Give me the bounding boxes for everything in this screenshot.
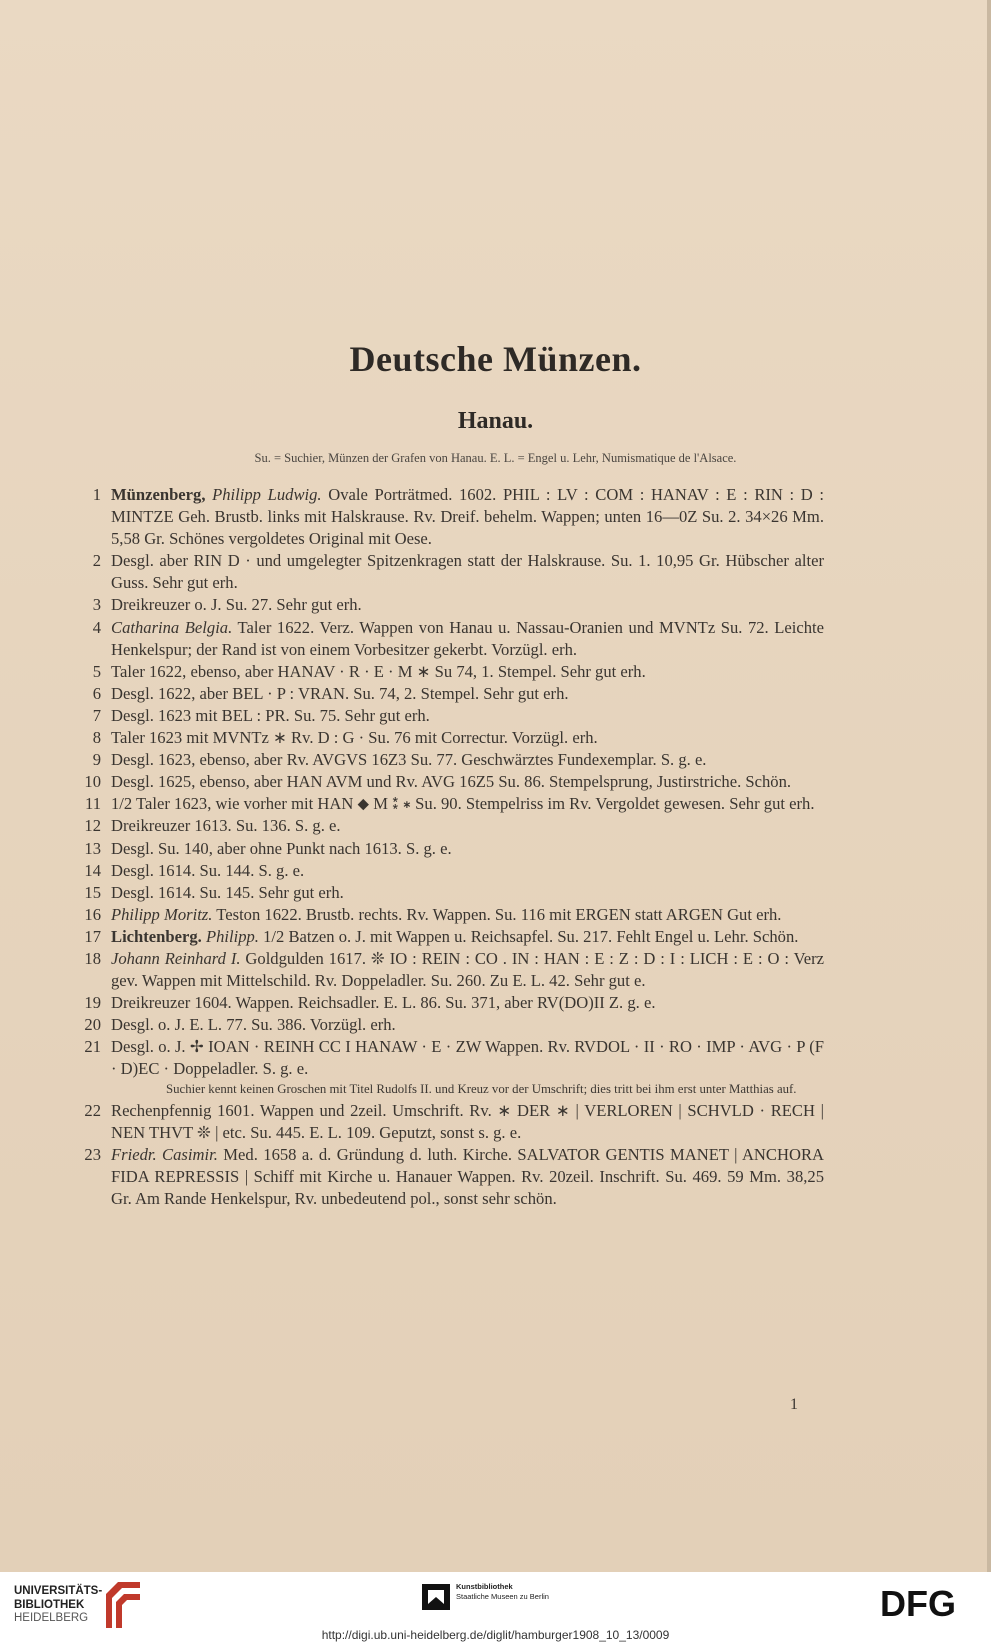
entry-number: 11 [85,794,101,814]
catalogue-entry [76,727,824,749]
entry-number: 13 [84,838,101,858]
catalogue-entry [76,1100,824,1144]
catalogue-entry [76,904,824,926]
entry-number: 19 [84,993,101,1013]
entry-text: 1/2 Taler 1623, wie vorher mit HAN ⬥ M ⁑ ∗ Su. 90. Stempelriss im Rv. Vergoldet gewesen. Sehr gut erh. [111,794,815,814]
catalogue-entry [76,838,824,860]
entry-footnote: Suchier kennt keinen Groschen mit Titel Rudolfs II. und Kreuz vor der Umschrift; dies tritt bei ihm erst unter Matthias auf. [166,1081,797,1096]
entry-number: 3 [92,595,101,615]
uni-line3: HEIDELBERG [14,1612,89,1624]
kunstbibliothek-text [456,1582,549,1602]
entry-text: Desgl. aber RIN D · und umgelegter Spitzenkragen statt der Halskrause. Su. 1. 10,95 Gr. Hübscher alter Guss. Sehr gut erh. [111,551,824,593]
entry-number: 5 [92,661,101,681]
entry-text: Desgl. Su. 140, aber ohne Punkt nach 1613. S. g. e. [111,838,452,858]
page-edge [987,0,991,1572]
catalogue-entry [76,705,824,727]
entry-text: Desgl. 1614. Su. 145. Sehr gut erh. [111,882,344,902]
entry-number: 22 [84,1100,101,1120]
abbreviation-note: Su. = Suchier, Münzen der Grafen von Hanau. E. L. = Engel u. Lehr, Numismatique de l'Alsace. [254,451,737,465]
entry-text: Desgl. o. J. ✢ IOAN · REINH CC I HANAW · E · ZW Wappen. Rv. RVDOL · II · RO · IMP · AVG · P (F · D)EC · Doppeladler. S. g. e. [111,1037,824,1079]
entry-place: Lichtenberg. [111,926,202,946]
entry-number: 17 [84,926,101,946]
footer-bar [0,1572,991,1646]
entry-number: 1 [92,485,101,504]
dfg-logo[interactable] [880,1586,976,1620]
entry-text: Desgl. 1625, ebenso, aber HAN AVM und Rv. AVG 16Z5 Su. 86. Stempelsprung, Justirstriche. Schön. [111,772,792,792]
entry-text: Dreikreuzer 1613. Su. 136. S. g. e. [111,816,341,836]
catalogue-entry [76,860,824,882]
entry-text: 1/2 Batzen o. J. mit Wappen u. Reichsapfel. Su. 217. Fehlt Engel u. Lehr. Schön. [258,926,799,946]
catalogue-list [76,484,824,1210]
entry-number: 14 [84,860,101,880]
catalogue-entry [76,484,824,550]
entry-text: Desgl. 1622, aber BEL · P : VRAN. Su. 74, 2. Stempel. Sehr gut erh. [111,683,569,703]
catalogue-entry [76,992,824,1014]
entry-person: Friedr. Casimir. [111,1144,218,1164]
entry-person: Catharina Belgia. [111,617,233,637]
catalogue-entry [76,1036,824,1080]
entry-text: Rechenpfennig 1601. Wappen und 2zeil. Umschrift. Rv. ∗ DER ∗ | VERLOREN | SCHVLD · RECH | NEN THVT ❊ | etc. Su. 445. E. L. 109. Geputzt, sonst s. g. e. [111,1100,824,1142]
catalogue-entry [76,550,824,594]
entry-text: Ovale Porträtmed. 1602. PHIL : LV : COM : HANAV : E : RIN : D : MINTZE Geh. Brustb. links mit Halskrause. Rv. Dreif. behelm. Wappen; unten 16—0Z Su. 2. 34×26 Mm. 5,58 Gr. Schönes vergoldetes Original mit Oese. [111,485,825,549]
entry-place: Münzenberg, [111,485,206,504]
kunstbibliothek-logo[interactable] [420,1582,580,1612]
entry-number: 6 [92,683,101,703]
entry-number: 2 [92,551,101,571]
entry-text: Dreikreuzer 1604. Wappen. Reichsadler. E. L. 86. Su. 371, aber RV(DO)II Z. g. e. [111,993,656,1013]
entry-number: 23 [84,1144,101,1164]
entry-number: 12 [84,816,101,836]
section-title: Hanau. [457,408,534,434]
dfg-logo-text: DFG [880,1586,956,1620]
catalogue-entry [76,926,824,948]
entry-text: Taler 1622. Verz. Wappen von Hanau u. Nassau-Oranien und MVNTz Su. 72. Leichte Henkelspur; der Rand ist von einem Vorbesitzer gekerbt. Vorzügl. erh. [111,617,825,659]
entry-number: 8 [92,728,101,748]
entry-number: 15 [84,882,101,902]
entry-person: Johann Reinhard I. [111,948,241,968]
catalogue-entry [76,749,824,771]
catalogue-entry [76,793,824,815]
entry-text: Desgl. 1614. Su. 144. S. g. e. [111,860,305,880]
entry-number: 4 [92,617,101,637]
kunstbibliothek-mark-icon [422,1584,450,1610]
page-title: Deutsche Münzen. [349,339,642,379]
entry-text: Desgl. 1623, ebenso, aber Rv. AVGVS 16Z3 Su. 77. Geschwärztes Fundexemplar. S. g. e. [111,750,707,770]
kb-line1: Kunstbibliothek [456,1582,513,1591]
catalogue-entry [76,1144,824,1210]
entry-text: Desgl. o. J. E. L. 77. Su. 386. Vorzügl. erh. [111,1015,396,1035]
catalogue-entry [76,617,824,661]
uni-line2: BIBLIOTHEK [14,1598,85,1611]
entry-text: Dreikreuzer o. J. Su. 27. Sehr gut erh. [111,595,362,615]
catalogue-entry [76,771,824,793]
entry-number: 10 [84,772,101,792]
entry-person: Philipp Moritz. [111,904,213,924]
catalogue-entry [76,815,824,837]
catalogue-entry [76,594,824,616]
catalogue-entry [76,948,824,992]
catalogue-entry [76,882,824,904]
entry-number: 20 [84,1015,101,1035]
entry-number: 9 [92,750,101,770]
entry-number: 18 [84,948,101,968]
entry-person: Philipp Ludwig. [212,485,322,504]
catalogue-entry [76,1014,824,1036]
entry-person: Philipp. [205,926,259,946]
entry-number: 21 [84,1037,101,1057]
kb-line2: Staatliche Museen zu Berlin [456,1592,549,1601]
entry-text: Goldgulden 1617. ❊ IO : REIN : CO . IN : HAN : E : Z : D : I : LICH : E : O : Verz gev. Wappen mit Mittelschild. Rv. Doppeladler. Su. 260. Zu E. L. 42. Sehr gut e. [111,948,824,991]
uni-logo-text [14,1585,102,1626]
entry-text: Taler 1622, ebenso, aber HANAV · R · E · M ∗ Su 74, 1. Stempel. Sehr gut erh. [111,661,646,681]
uni-mark-icon [102,1580,144,1630]
entry-text: Taler 1623 mit MVNTz ∗ Rv. D : G · Su. 76 mit Correctur. Vorzügl. erh. [111,728,598,748]
entry-number: 16 [84,904,101,924]
source-url[interactable]: http://digi.ub.uni-heidelberg.de/diglit/hamburger1908_10_13/0009 [321,1628,670,1642]
entry-number: 7 [92,705,101,725]
entry-text: Desgl. 1623 mit BEL : PR. Su. 75. Sehr gut erh. [111,705,430,725]
uni-line1: UNIVERSITÄTS- [14,1585,103,1597]
entry-text: Teston 1622. Brustb. rechts. Rv. Wappen. Su. 116 mit ERGEN statt ARGEN Gut erh. [212,904,782,924]
uni-heidelberg-logo[interactable] [14,1580,144,1632]
catalogue-entry [76,683,824,705]
catalogue-entry [76,661,824,683]
page-number: 1 [790,1396,798,1413]
entry-text: Med. 1658 a. d. Gründung d. luth. Kirche. SALVATOR GENTIS MANET | ANCHORA FIDA REPRESSIS | Schiff mit Kirche u. Hanauer Wappen. Rv. 20zeil. Inschrift. Su. 469. 59 Mm. 38,25 Gr. Am Rande Henkelspur, Rv. unbedeutend pol., sonst sehr schön. [111,1144,824,1208]
